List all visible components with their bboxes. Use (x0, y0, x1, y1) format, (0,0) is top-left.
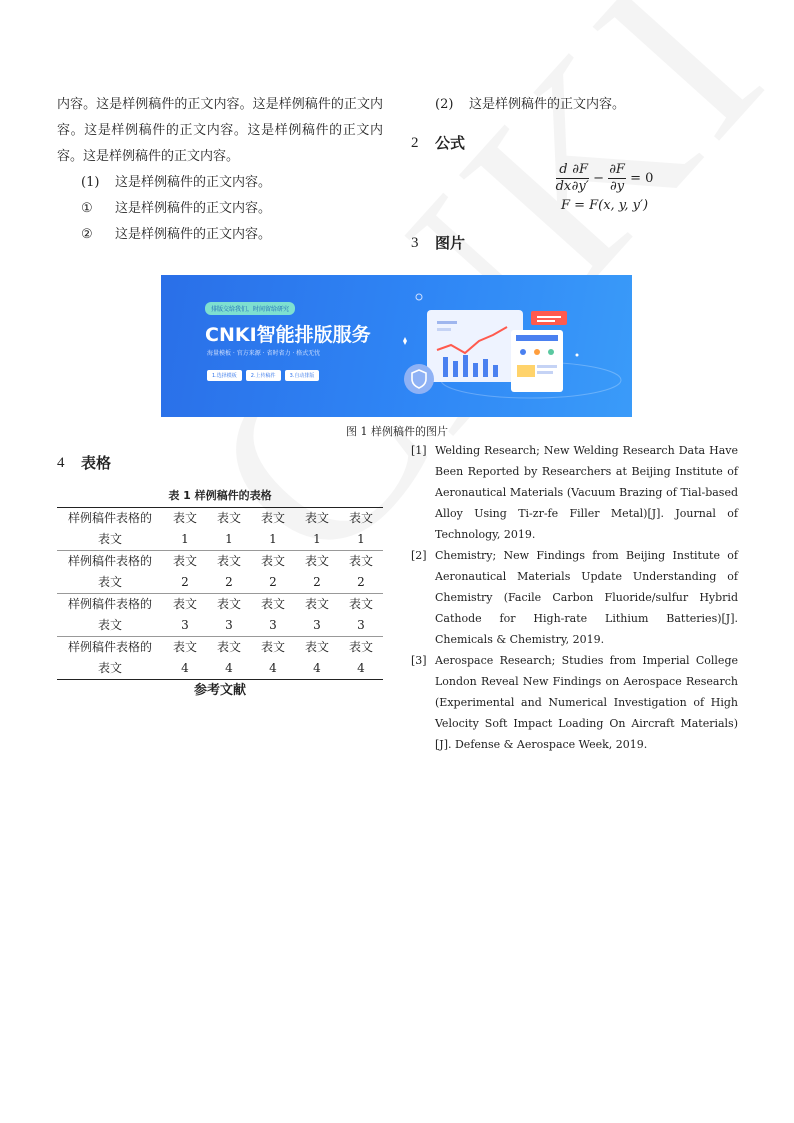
list-text: 这是样例稿件的正文内容。 (115, 175, 272, 190)
table-cell: 表文 (260, 640, 285, 654)
list-number: ① (81, 201, 93, 216)
list-number: (2) (435, 97, 454, 112)
table-cell: 2 (163, 572, 207, 594)
fraction-df-dy (608, 162, 626, 195)
banner-tag: 排版交给我们，时间留给研究 (205, 302, 295, 315)
list-item (57, 196, 383, 222)
list-number: (1) (81, 175, 100, 190)
table-cell: 2 (251, 572, 295, 594)
table-cell: 1 (207, 529, 251, 551)
table-cell: 表文 (216, 554, 241, 568)
list-item (411, 92, 738, 118)
table-title: 表 1 样例稿件的表格 (168, 489, 272, 502)
table-cell: 2 (339, 572, 383, 594)
table-cell: 表文 (304, 640, 329, 654)
table-cell: 表文 (260, 511, 285, 525)
reference-text: Chemistry; New Findings from Beijing Institute of Aeronautical Materials Update Understanding of Chemistry (Facile Carbon Fluoride/sulfur Hybrid Cathode for High-rate Lithium Batteries)[J]. Chemicals & Chemistry, 2019. (435, 549, 738, 646)
table-cell: 表文 (348, 640, 373, 654)
section-heading-figure (411, 230, 738, 256)
table-cell: 1 (163, 529, 207, 551)
reference-text: Aerospace Research; Studies from Imperial College London Reveal New Findings on Aerospace Research (Experimental and Numerical Investigation of High Velocity Soft Impact Loading On Aircraft Materials)[J]. Defense & Aerospace Week, 2019. (435, 654, 738, 751)
table-row (57, 637, 383, 659)
table-cell: 表文 (348, 511, 373, 525)
table-cell: 表文 (304, 511, 329, 525)
section-heading-formula (411, 130, 738, 156)
table-cell: 1 (295, 529, 339, 551)
table-row (57, 615, 383, 637)
denominator: ∂y (610, 179, 625, 194)
table-cell: 表文 (260, 597, 285, 611)
table-cell: 表文 (216, 640, 241, 654)
table-cell: 表文 (172, 640, 197, 654)
fraction-d-dx (556, 162, 572, 195)
table-row (57, 551, 383, 573)
figure-banner (161, 275, 632, 417)
fraction-df-dyprime (571, 162, 589, 195)
data-table (57, 507, 383, 680)
section-number: 3 (411, 235, 419, 251)
table-cell: 3 (251, 615, 295, 637)
table-cell: 表文 (348, 554, 373, 568)
reference-number: [1] (411, 444, 427, 457)
body-paragraph: 内容。这是样例稿件的正文内容。这是样例稿件的正文内容。这是样例稿件的正文内容。这是样例稿件的正文内容。这是样例稿件的正文内容。 (57, 97, 383, 164)
right-column (411, 92, 738, 256)
table-row-label: 样例稿件表格的 (67, 511, 152, 525)
banner-features: 海量模板 · 官方来源 · 省时省力 · 格式无忧 (207, 350, 321, 357)
reference-number: [3] (411, 654, 427, 667)
formula-line-2: F = F(x, y, y′) (560, 198, 649, 213)
table-row (57, 594, 383, 616)
banner-illustration (391, 275, 632, 417)
table-cell: 表文 (216, 511, 241, 525)
table-cell: 表文 (172, 554, 197, 568)
table-cell: 4 (313, 661, 321, 675)
list-text: 这是样例稿件的正文内容。 (115, 227, 272, 242)
table-cell: 3 (163, 615, 207, 637)
table-cell: 表文 (172, 511, 197, 525)
denominator: ∂y′ (571, 179, 589, 194)
table-row (57, 529, 383, 551)
table-row (57, 572, 383, 594)
numerator: d (556, 162, 572, 179)
table-cell: 4 (225, 661, 233, 675)
numerator: ∂F (572, 162, 589, 177)
shield-badge-icon (404, 364, 434, 394)
reference-text: Welding Research; New Welding Research Data Have Been Reported by Researchers at Beijing Institute of Aeronautical Materials (Vacuum Brazing of Tial-based Alloy Using Ti-zr-fe Filler Metal)[J]. Journal of Technology, 2019. (435, 444, 738, 541)
banner-step: 3.自动排版 (285, 370, 320, 381)
list-item (57, 222, 383, 248)
section-title: 公式 (435, 134, 466, 152)
references-list (411, 440, 738, 755)
table-cell: 4 (269, 661, 277, 675)
left-column (57, 92, 383, 248)
list-text: 这是样例稿件的正文内容。 (115, 201, 272, 216)
table-cell: 2 (207, 572, 251, 594)
section-heading-table (57, 450, 383, 476)
left-column-table-section (57, 450, 383, 702)
banner-step: 2.上传稿件 (246, 370, 281, 381)
table-cell: 1 (339, 529, 383, 551)
table-row-label: 表文 (57, 572, 163, 594)
numerator: ∂F (609, 162, 625, 177)
table-cell: 3 (207, 615, 251, 637)
formula-line-1 (411, 162, 738, 196)
references-heading: 参考文献 (193, 683, 246, 698)
table-cell: 表文 (304, 597, 329, 611)
table-cell: 3 (339, 615, 383, 637)
table-row-label: 样例稿件表格的 (67, 597, 152, 611)
table-cell: 4 (357, 661, 365, 675)
section-number: 2 (411, 135, 419, 151)
reference-number: [2] (411, 549, 427, 562)
table-cell: 表文 (304, 554, 329, 568)
minus-sign: − (593, 171, 605, 186)
table-row (57, 508, 383, 530)
table-cell: 2 (295, 572, 339, 594)
reference-item (411, 545, 738, 650)
figure-caption: 图 1 样例稿件的图片 (346, 425, 448, 438)
table-row (57, 658, 383, 680)
table-row-label: 样例稿件表格的 (67, 640, 152, 654)
table-cell: 表文 (260, 554, 285, 568)
table-cell: 表文 (172, 597, 197, 611)
table-cell: 表文 (348, 597, 373, 611)
table-cell: 表文 (216, 597, 241, 611)
reference-item (411, 440, 738, 545)
table-row-label: 样例稿件表格的 (67, 554, 152, 568)
list-number: ② (81, 227, 93, 242)
banner-title: CNKI智能排版服务 (205, 324, 371, 346)
table-row-label: 表文 (57, 615, 163, 637)
table-row-label: 表文 (57, 529, 163, 551)
banner-step: 1.选择模板 (207, 370, 242, 381)
reference-item (411, 650, 738, 755)
list-text: 这是样例稿件的正文内容。 (469, 97, 626, 112)
section-title: 图片 (435, 234, 466, 252)
list-item (57, 170, 383, 196)
table-row-label: 表文 (97, 661, 122, 675)
table-cell: 1 (251, 529, 295, 551)
section-title: 表格 (81, 454, 112, 472)
table-cell: 3 (295, 615, 339, 637)
equals-zero: = 0 (630, 171, 654, 186)
section-number: 4 (57, 455, 65, 471)
denominator: dx (555, 179, 572, 194)
banner-steps (207, 370, 319, 381)
table-cell: 4 (181, 661, 189, 675)
